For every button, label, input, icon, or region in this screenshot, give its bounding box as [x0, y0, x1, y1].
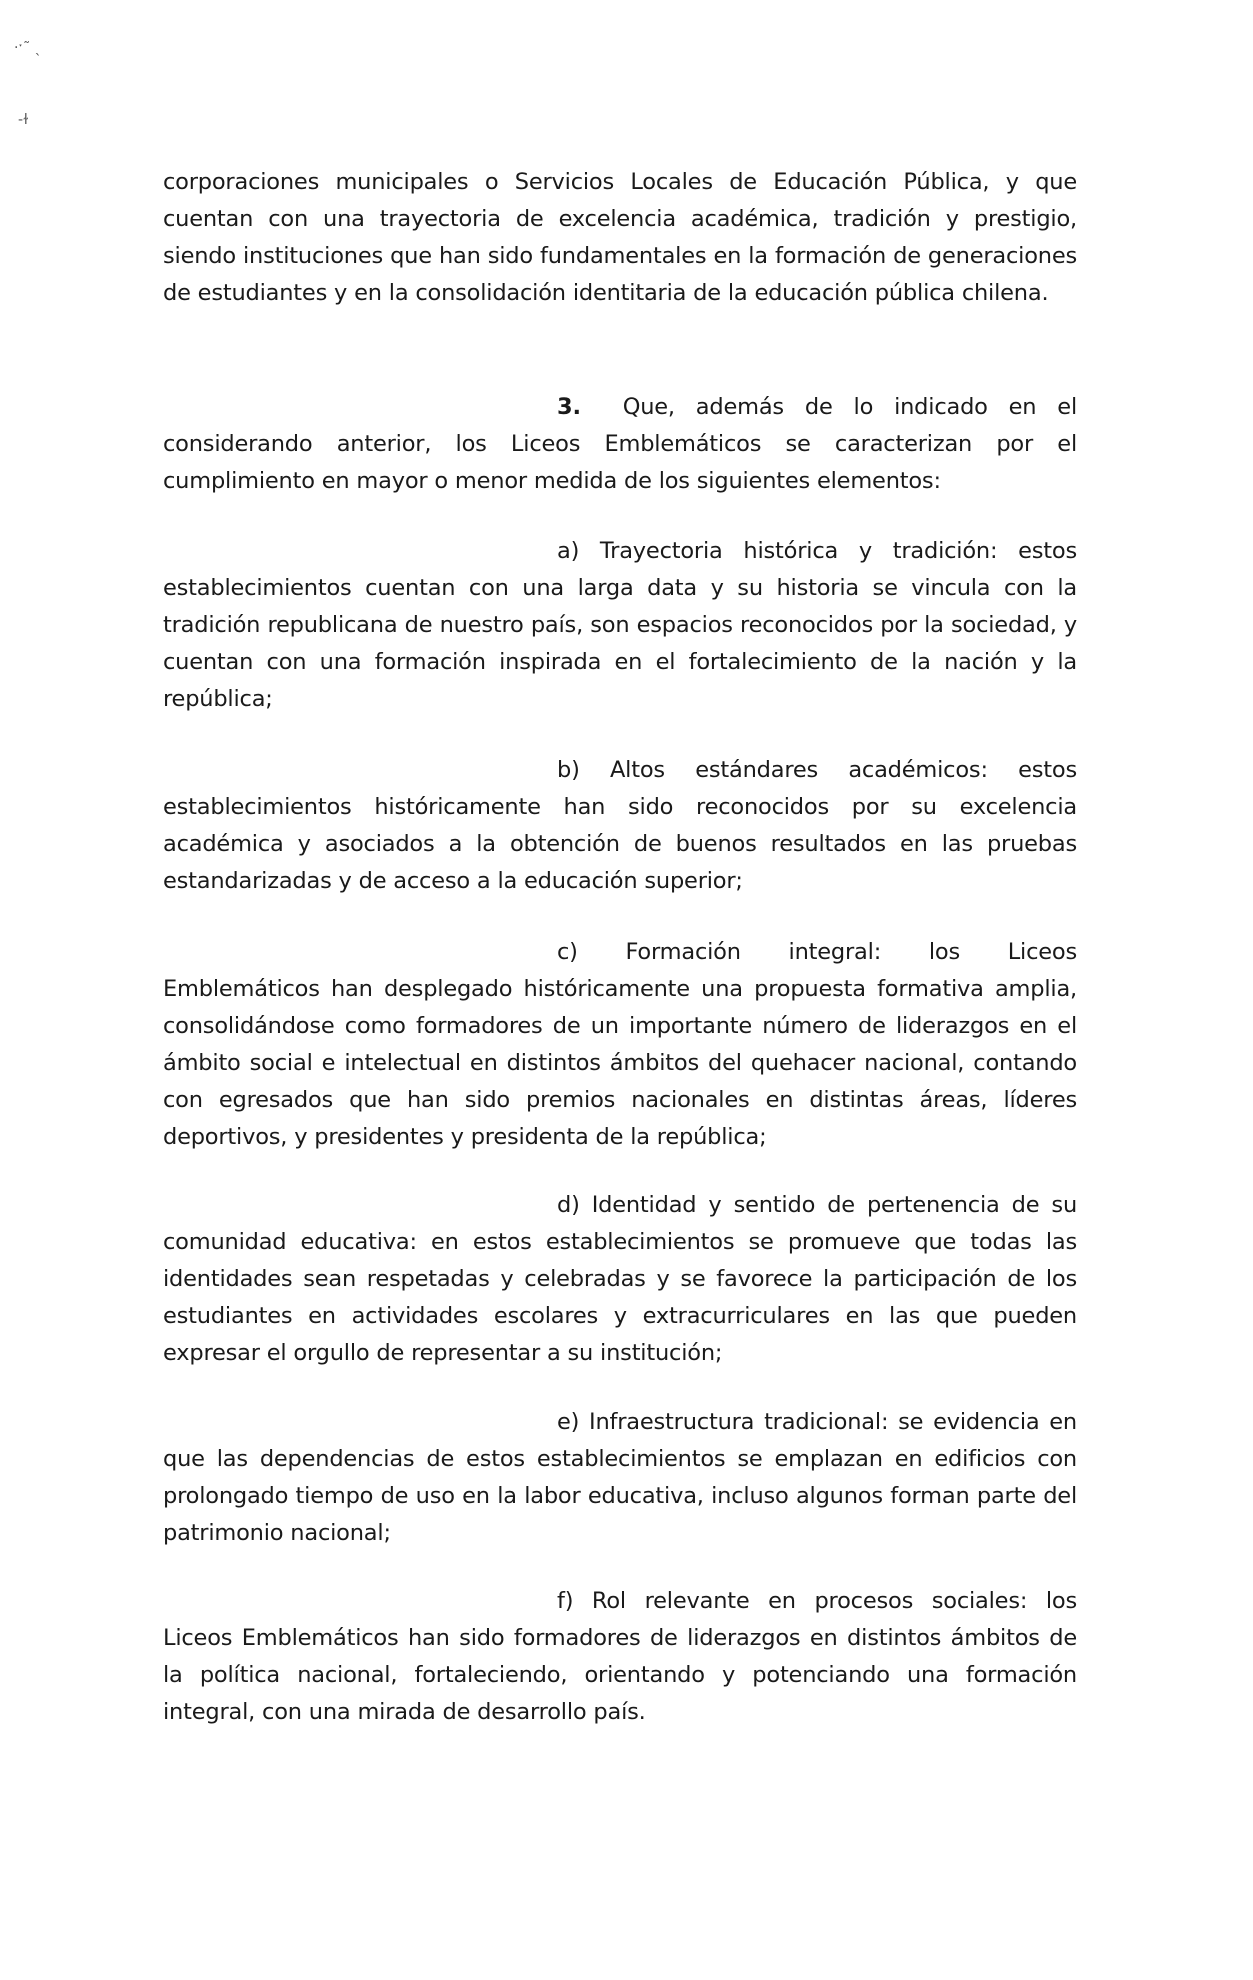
paragraph-text: e) Infraestructura tradicional: se evidencia en que las dependencias de estos establecimientos se emplazan en edificios con prolongado tiempo de uso en la labor educativa, incluso algunos forman parte del patrimonio nacional;: [163, 1409, 1077, 1546]
paragraph-text: d) Identidad y sentido de pertenencia de su comunidad educativa: en estos establecimientos se promueve que todas las identidades sean respetadas y celebradas y se favorece la participación de los estudiantes en actividades escolares y extracurriculares en las que pueden expresar el orgullo de representar a su institución;: [163, 1192, 1077, 1366]
item-e: [163, 1404, 1077, 1552]
item-f: [163, 1583, 1077, 1731]
paragraph-text: c) Formación integral: los Liceos Emblemáticos han desplegado históricamente una propuesta formativa amplia, consolidándose como formadores de un importante número de liderazgos en el ámbito social e intelectual en distintos ámbitos del quehacer nacional, contando con egresados que han sido premios nacionales en distintas áreas, líderes deportivos, y presidentes y presidenta de la república;: [163, 939, 1077, 1150]
item-d: [163, 1187, 1077, 1372]
item-c: [163, 934, 1077, 1156]
paragraph-intro: [163, 164, 1077, 312]
paragraph-3: [163, 389, 1077, 500]
paragraph-text: Que, además de lo indicado en el considerando anterior, los Liceos Emblemáticos se caracterizan por el cumplimiento en mayor o menor medida de los siguientes elementos:: [163, 394, 1077, 494]
paragraph-text: a) Trayectoria histórica y tradición: estos establecimientos cuentan con una larga data y su historia se vincula con la tradición republicana de nuestro país, son espacios reconocidos por la sociedad, y cuentan con una formación inspirada en el fortalecimiento de la nación y la república;: [163, 538, 1077, 712]
item-b: [163, 752, 1077, 900]
item-a: [163, 533, 1077, 718]
paragraph-text: f) Rol relevante en procesos sociales: los Liceos Emblemáticos han sido formadores de liderazgos en distintos ámbitos de la política nacional, fortaleciendo, orientando y potenciando una formación integral, con una mirada de desarrollo país.: [163, 1588, 1077, 1725]
paragraph-text: b) Altos estándares académicos: estos establecimientos históricamente han sido reconocidos por su excelencia académica y asociados a la obtención de buenos resultados en las pruebas estandarizadas y de acceso a la educación superior;: [163, 757, 1077, 894]
paragraph-text: corporaciones municipales o Servicios Locales de Educación Pública, y que cuentan con una trayectoria de excelencia académica, tradición y prestigio, siendo instituciones que han sido fundamentales en la formación de generaciones de estudiantes y en la consolidación identitaria de la educación pública chilena.: [163, 169, 1077, 306]
paragraph-number: 3.: [557, 394, 581, 420]
scan-mark: -ɫ: [18, 112, 29, 128]
scan-mark: ·ˑ˜ ˎ: [14, 40, 42, 56]
